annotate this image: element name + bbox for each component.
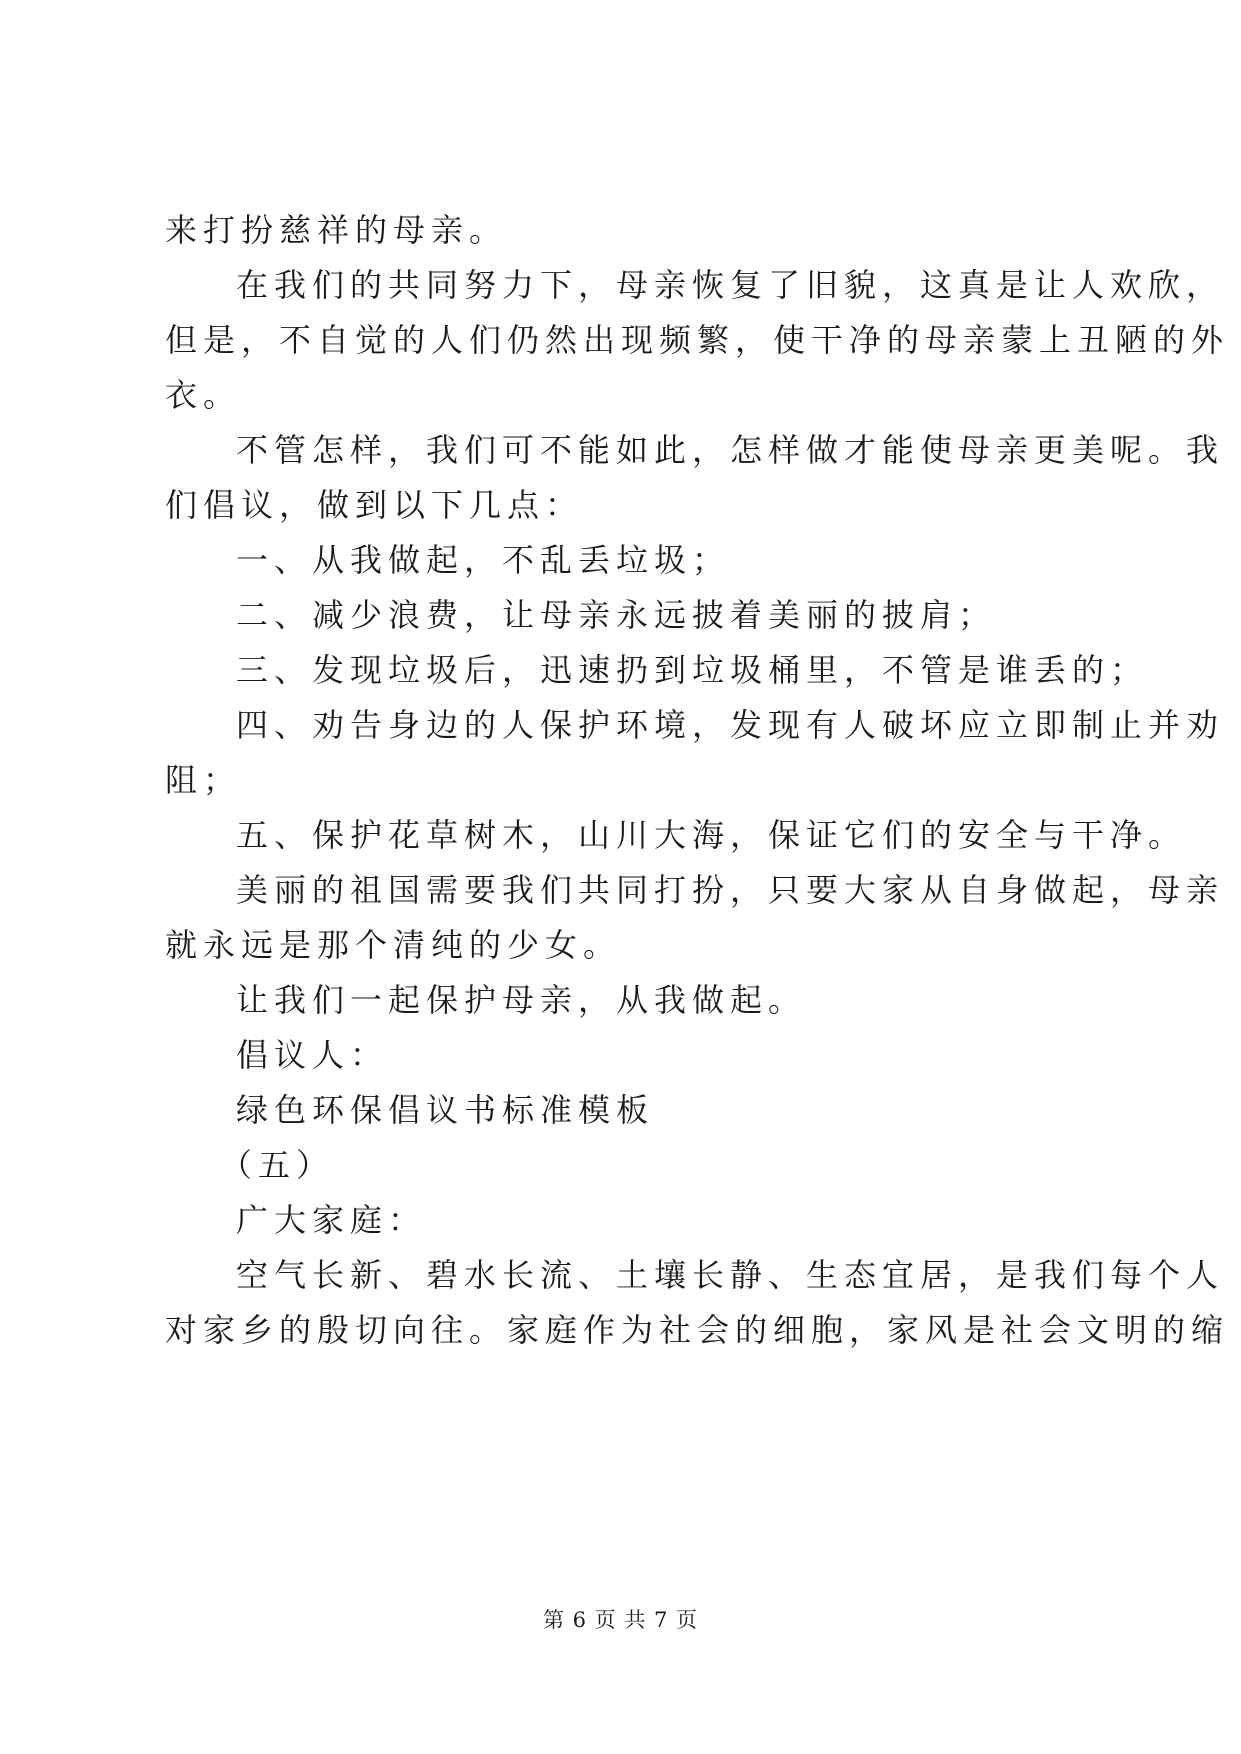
body-text-line: 不管怎样，我们可不能如此，怎样做才能使母亲更美呢。我 bbox=[236, 431, 1225, 469]
list-item-line: 五、保护花草树木，山川大海，保证它们的安全与干净。 bbox=[236, 816, 1187, 854]
list-item-line: 一、从我做起，不乱丢垃圾； bbox=[236, 541, 731, 579]
section-heading: 绿色环保倡议书标准模板 bbox=[236, 1091, 655, 1129]
list-item-line: 三、发现垃圾后，迅速扔到垃圾桶里，不管是谁丢的； bbox=[236, 651, 1149, 689]
page-number-footer: 第 6 页 共 7 页 bbox=[542, 1608, 699, 1632]
list-item-line: 四、劝告身边的人保护环境，发现有人破坏应立即制止并劝 bbox=[236, 706, 1225, 744]
body-text-line: 来打扮慈祥的母亲。 bbox=[165, 211, 508, 249]
salutation: 广大家庭： bbox=[236, 1201, 427, 1239]
body-text-line: 但是，不自觉的人们仍然出现频繁，使干净的母亲蒙上丑陋的外 bbox=[165, 321, 1230, 359]
body-text-line: 对家乡的殷切向往。家庭作为社会的细胞，家风是社会文明的缩 bbox=[165, 1311, 1230, 1349]
list-item-line: 二、减少浪费，让母亲永远披着美丽的披肩； bbox=[236, 596, 997, 634]
list-item-line: 阻； bbox=[165, 761, 242, 799]
body-text-line: 就永远是那个清纯的少女。 bbox=[165, 926, 622, 964]
body-text-line: 们倡议，做到以下几点： bbox=[165, 486, 584, 524]
signature-label: 倡议人： bbox=[236, 1036, 389, 1074]
body-text-line: 空气长新、碧水长流、土壤长静、生态宜居，是我们每个人 bbox=[236, 1256, 1225, 1294]
section-number: （五） bbox=[220, 1146, 335, 1184]
body-text-line: 衣。 bbox=[165, 376, 242, 414]
body-text-line: 在我们的共同努力下，母亲恢复了旧貌，这真是让人欢欣， bbox=[236, 266, 1225, 304]
body-text-line: 美丽的祖国需要我们共同打扮，只要大家从自身做起，母亲 bbox=[236, 871, 1225, 909]
body-text-line: 让我们一起保护母亲，从我做起。 bbox=[236, 981, 807, 1019]
